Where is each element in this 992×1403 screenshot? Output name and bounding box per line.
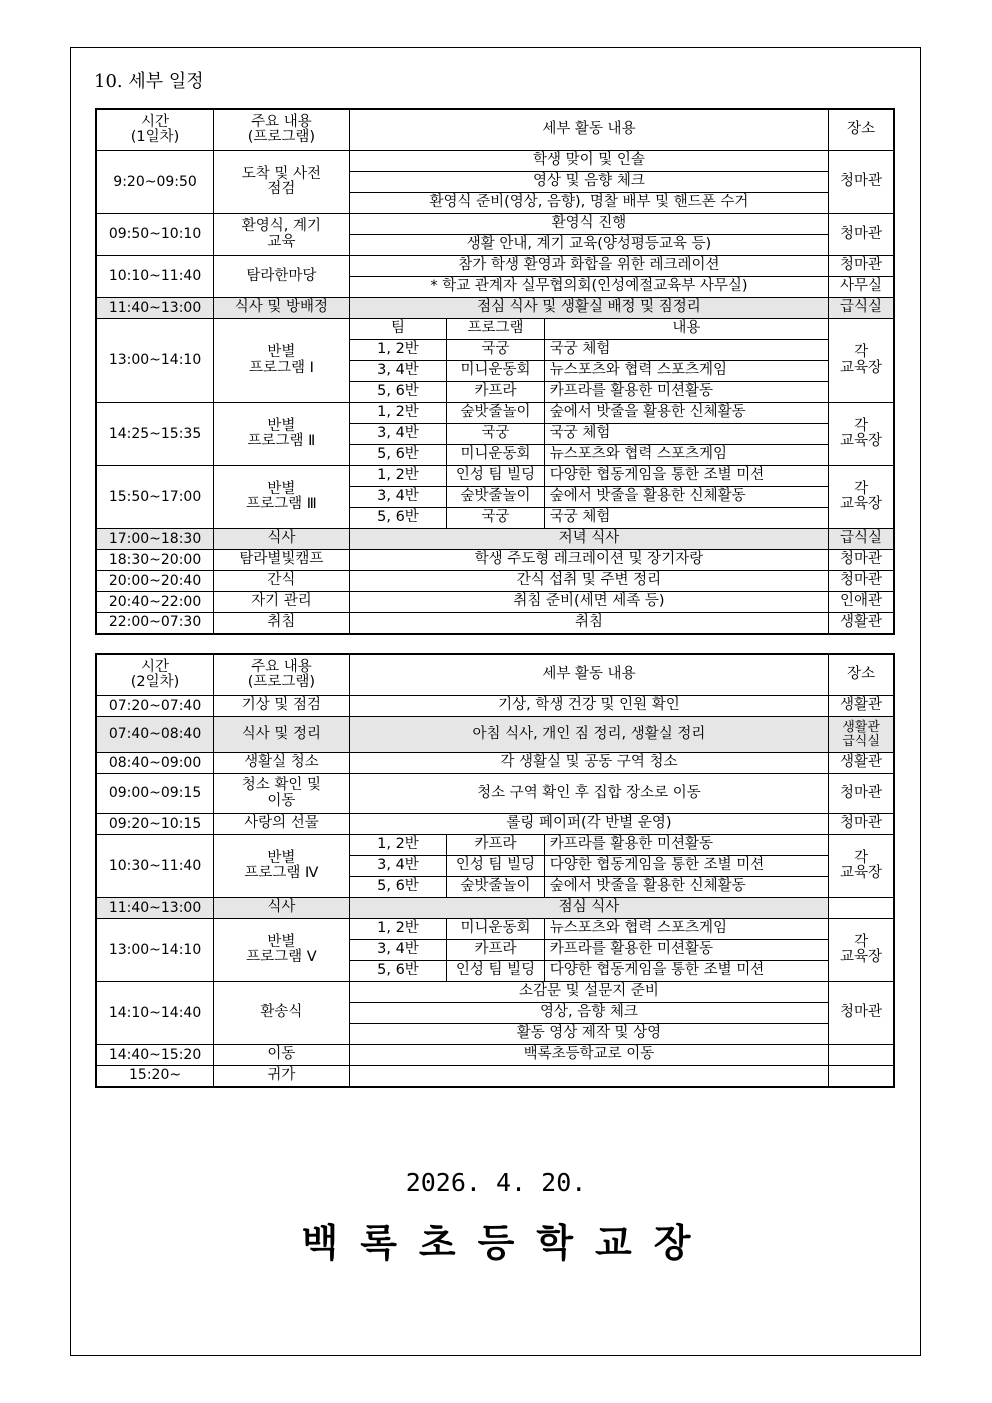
- table-row: [96, 256, 894, 277]
- team-content: 뉴스포츠와 협력 스포츠게임: [544, 919, 828, 940]
- table-header-row: [96, 654, 894, 696]
- team-program: 카프라: [447, 835, 544, 856]
- table-row: [96, 319, 894, 340]
- header-program: 주요 내용 (프로그램): [214, 654, 350, 696]
- row-place: 청마관: [829, 814, 894, 835]
- row-time: 10:10~11:40: [96, 256, 214, 298]
- team-program: 인성 팀 빌딩: [447, 466, 544, 487]
- table-header-row: [96, 109, 894, 151]
- row-detail: 저녁 식사: [349, 529, 828, 550]
- table-row: [96, 298, 894, 319]
- table-row: [96, 919, 894, 940]
- row-place: 인애관: [829, 592, 894, 613]
- team-content: 숲에서 밧줄을 활용한 신체활동: [544, 877, 828, 898]
- row-place: 생활관: [829, 753, 894, 774]
- team-cell: 5, 6반: [349, 508, 446, 529]
- row-program: 식사 및 방배정: [214, 298, 350, 319]
- row-time: 14:40~15:20: [96, 1045, 214, 1066]
- header-program: 주요 내용 (프로그램): [214, 109, 350, 151]
- team-content: 카프라를 활용한 미션활동: [544, 835, 828, 856]
- table-row: [96, 151, 894, 172]
- row-place: 급식실: [829, 529, 894, 550]
- row-place: 청마관: [829, 256, 894, 277]
- team-cell: 3, 4반: [349, 940, 446, 961]
- table-row: [96, 898, 894, 919]
- row-program: 반별 프로그램 Ⅱ: [214, 403, 350, 466]
- team-cell: 1, 2반: [349, 919, 446, 940]
- team-cell: 5, 6반: [349, 877, 446, 898]
- row-time: 11:40~13:00: [96, 898, 214, 919]
- team-program: 국궁: [447, 424, 544, 445]
- team-content: 숲에서 밧줄을 활용한 신체활동: [544, 403, 828, 424]
- team-program: 인성 팀 빌딩: [447, 961, 544, 982]
- row-program: 이동: [214, 1045, 350, 1066]
- row-place: [829, 898, 894, 919]
- row-detail: 백록초등학교로 이동: [349, 1045, 828, 1066]
- row-detail: 각 생활실 및 공동 구역 청소: [349, 753, 828, 774]
- row-detail: 학생 주도형 레크레이션 및 장기자랑: [349, 550, 828, 571]
- table-row: [96, 550, 894, 571]
- row-detail: 생활 안내, 계기 교육(양성평등교육 등): [349, 235, 828, 256]
- team-cell: 1, 2반: [349, 466, 446, 487]
- row-program: 청소 확인 및 이동: [214, 774, 350, 814]
- row-program: 반별 프로그램 Ⅳ: [214, 835, 350, 898]
- row-program: 사랑의 선물: [214, 814, 350, 835]
- row-time: 09:50~10:10: [96, 214, 214, 256]
- subheader-program: 프로그램: [447, 319, 544, 340]
- table-row: [96, 1066, 894, 1087]
- table-row: [96, 717, 894, 753]
- row-place: 청마관: [829, 982, 894, 1045]
- header-time: 시간 (1일차): [96, 109, 214, 151]
- row-program: 탐라한마당: [214, 256, 350, 298]
- header-place: 장소: [829, 109, 894, 151]
- table-row: [96, 1045, 894, 1066]
- team-program: 숲밧줄놀이: [447, 487, 544, 508]
- team-content: 국궁 체험: [544, 508, 828, 529]
- team-cell: 1, 2반: [349, 340, 446, 361]
- row-time: 20:00~20:40: [96, 571, 214, 592]
- team-cell: 5, 6반: [349, 445, 446, 466]
- table-row: [96, 403, 894, 424]
- row-place: [829, 1045, 894, 1066]
- row-time: 14:10~14:40: [96, 982, 214, 1045]
- row-detail: 취침: [349, 613, 828, 634]
- team-program: 인성 팀 빌딩: [447, 856, 544, 877]
- team-content: 국궁 체험: [544, 340, 828, 361]
- header-detail: 세부 활동 내용: [349, 654, 828, 696]
- day1-schedule-table: [95, 108, 895, 635]
- row-place: 각 교육장: [829, 319, 894, 403]
- row-time: 07:20~07:40: [96, 696, 214, 717]
- team-program: 국궁: [447, 340, 544, 361]
- row-detail: 점심 식사 및 생활실 배정 및 짐정리: [349, 298, 828, 319]
- row-time: 15:20~: [96, 1066, 214, 1087]
- row-place: 생활관 급식실: [829, 717, 894, 753]
- team-cell: 3, 4반: [349, 361, 446, 382]
- document-date: 2026. 4. 20.: [405, 1168, 587, 1197]
- row-program: 식사: [214, 529, 350, 550]
- row-place: 청마관: [829, 571, 894, 592]
- row-program: 환송식: [214, 982, 350, 1045]
- table-row: [96, 571, 894, 592]
- row-program: 탐라별빛캠프: [214, 550, 350, 571]
- row-place: 각 교육장: [829, 466, 894, 529]
- table-row: [96, 466, 894, 487]
- row-place: 각 교육장: [829, 403, 894, 466]
- row-time: 13:00~14:10: [96, 919, 214, 982]
- team-program: 카프라: [447, 940, 544, 961]
- row-time: 11:40~13:00: [96, 298, 214, 319]
- signer-name: 백록초등학교장: [301, 1220, 713, 1265]
- row-place: 청마관: [829, 550, 894, 571]
- row-time: 9:20~09:50: [96, 151, 214, 214]
- row-program: 반별 프로그램 Ⅴ: [214, 919, 350, 982]
- row-detail: 영상 및 음향 체크: [349, 172, 828, 193]
- team-content: 뉴스포츠와 협력 스포츠게임: [544, 361, 828, 382]
- row-time: 07:40~08:40: [96, 717, 214, 753]
- row-time: 08:40~09:00: [96, 753, 214, 774]
- row-program: 귀가: [214, 1066, 350, 1087]
- row-detail: 영상, 음향 체크: [349, 1003, 828, 1024]
- row-detail: 기상, 학생 건강 및 인원 확인: [349, 696, 828, 717]
- team-content: 다양한 협동게임을 통한 조별 미션: [544, 961, 828, 982]
- row-detail: 취침 준비(세면 세족 등): [349, 592, 828, 613]
- team-content: 카프라를 활용한 미션활동: [544, 382, 828, 403]
- team-cell: 1, 2반: [349, 403, 446, 424]
- team-cell: 5, 6반: [349, 961, 446, 982]
- header-detail: 세부 활동 내용: [349, 109, 828, 151]
- subheader-content: 내용: [544, 319, 828, 340]
- team-content: 카프라를 활용한 미션활동: [544, 940, 828, 961]
- table-row: [96, 214, 894, 235]
- row-place: 청마관: [829, 214, 894, 256]
- row-program: 반별 프로그램 Ⅰ: [214, 319, 350, 403]
- row-detail: 환영식 진행: [349, 214, 828, 235]
- row-detail: 환영식 준비(영상, 음향), 명찰 배부 및 핸드폰 수거: [349, 193, 828, 214]
- row-place: 청마관: [829, 774, 894, 814]
- team-content: 다양한 협동게임을 통한 조별 미션: [544, 856, 828, 877]
- team-program: 국궁: [447, 508, 544, 529]
- row-place: [829, 1066, 894, 1087]
- row-time: 14:25~15:35: [96, 403, 214, 466]
- row-detail: 아침 식사, 개인 짐 정리, 생활실 정리: [349, 717, 828, 753]
- row-time: 20:40~22:00: [96, 592, 214, 613]
- table-row: [96, 982, 894, 1003]
- team-program: 미니운동회: [447, 919, 544, 940]
- day2-schedule-table: [95, 653, 895, 1088]
- team-content: 뉴스포츠와 협력 스포츠게임: [544, 445, 828, 466]
- team-program: 미니운동회: [447, 445, 544, 466]
- row-place: 각 교육장: [829, 835, 894, 898]
- row-program: 자기 관리: [214, 592, 350, 613]
- row-detail: * 학교 관계자 실무협의회(인성예절교육부 사무실): [349, 277, 828, 298]
- table-row: [96, 592, 894, 613]
- row-time: 15:50~17:00: [96, 466, 214, 529]
- row-program: 식사: [214, 898, 350, 919]
- row-time: 22:00~07:30: [96, 613, 214, 634]
- table-row: [96, 774, 894, 814]
- row-time: 09:00~09:15: [96, 774, 214, 814]
- row-program: 간식: [214, 571, 350, 592]
- team-content: 다양한 협동게임을 통한 조별 미션: [544, 466, 828, 487]
- team-cell: 3, 4반: [349, 487, 446, 508]
- table-row: [96, 529, 894, 550]
- row-time: 18:30~20:00: [96, 550, 214, 571]
- team-program: 숲밧줄놀이: [447, 403, 544, 424]
- row-place: 청마관: [829, 151, 894, 214]
- team-program: 미니운동회: [447, 361, 544, 382]
- row-time: 13:00~14:10: [96, 319, 214, 403]
- team-content: 국궁 체험: [544, 424, 828, 445]
- row-program: 환영식, 계기 교육: [214, 214, 350, 256]
- row-place: 생활관: [829, 613, 894, 634]
- team-program: 카프라: [447, 382, 544, 403]
- row-place: 급식실: [829, 298, 894, 319]
- team-cell: 1, 2반: [349, 835, 446, 856]
- row-program: 생활실 청소: [214, 753, 350, 774]
- row-detail: 소감문 및 설문지 준비: [349, 982, 828, 1003]
- table-row: [96, 696, 894, 717]
- team-cell: 3, 4반: [349, 856, 446, 877]
- table-row: [96, 753, 894, 774]
- row-detail: 학생 맞이 및 인솔: [349, 151, 828, 172]
- row-detail: 활동 영상 제작 및 상영: [349, 1024, 828, 1045]
- row-program: 취침: [214, 613, 350, 634]
- row-program: 반별 프로그램 Ⅲ: [214, 466, 350, 529]
- team-cell: 3, 4반: [349, 424, 446, 445]
- row-detail: 점심 식사: [349, 898, 828, 919]
- section-title: 10. 세부 일정: [94, 71, 204, 92]
- row-program: 식사 및 정리: [214, 717, 350, 753]
- row-time: 09:20~10:15: [96, 814, 214, 835]
- row-time: 10:30~11:40: [96, 835, 214, 898]
- row-place: 각 교육장: [829, 919, 894, 982]
- row-detail: [349, 1066, 828, 1087]
- row-detail: 청소 구역 확인 후 집합 장소로 이동: [349, 774, 828, 814]
- row-program: 기상 및 점검: [214, 696, 350, 717]
- table-row: [96, 613, 894, 634]
- row-time: 17:00~18:30: [96, 529, 214, 550]
- row-program: 도착 및 사전 점검: [214, 151, 350, 214]
- row-detail: 롤링 페이퍼(각 반별 운영): [349, 814, 828, 835]
- table-row: [96, 835, 894, 856]
- row-place: 사무실: [829, 277, 894, 298]
- header-time: 시간 (2일차): [96, 654, 214, 696]
- table-row: [96, 814, 894, 835]
- row-detail: 참가 학생 환영과 화합을 위한 레크레이션: [349, 256, 828, 277]
- header-place: 장소: [829, 654, 894, 696]
- team-cell: 5, 6반: [349, 382, 446, 403]
- subheader-team: 팀: [349, 319, 446, 340]
- row-place: 생활관: [829, 696, 894, 717]
- team-program: 숲밧줄놀이: [447, 877, 544, 898]
- row-detail: 간식 섭취 및 주변 정리: [349, 571, 828, 592]
- team-content: 숲에서 밧줄을 활용한 신체활동: [544, 487, 828, 508]
